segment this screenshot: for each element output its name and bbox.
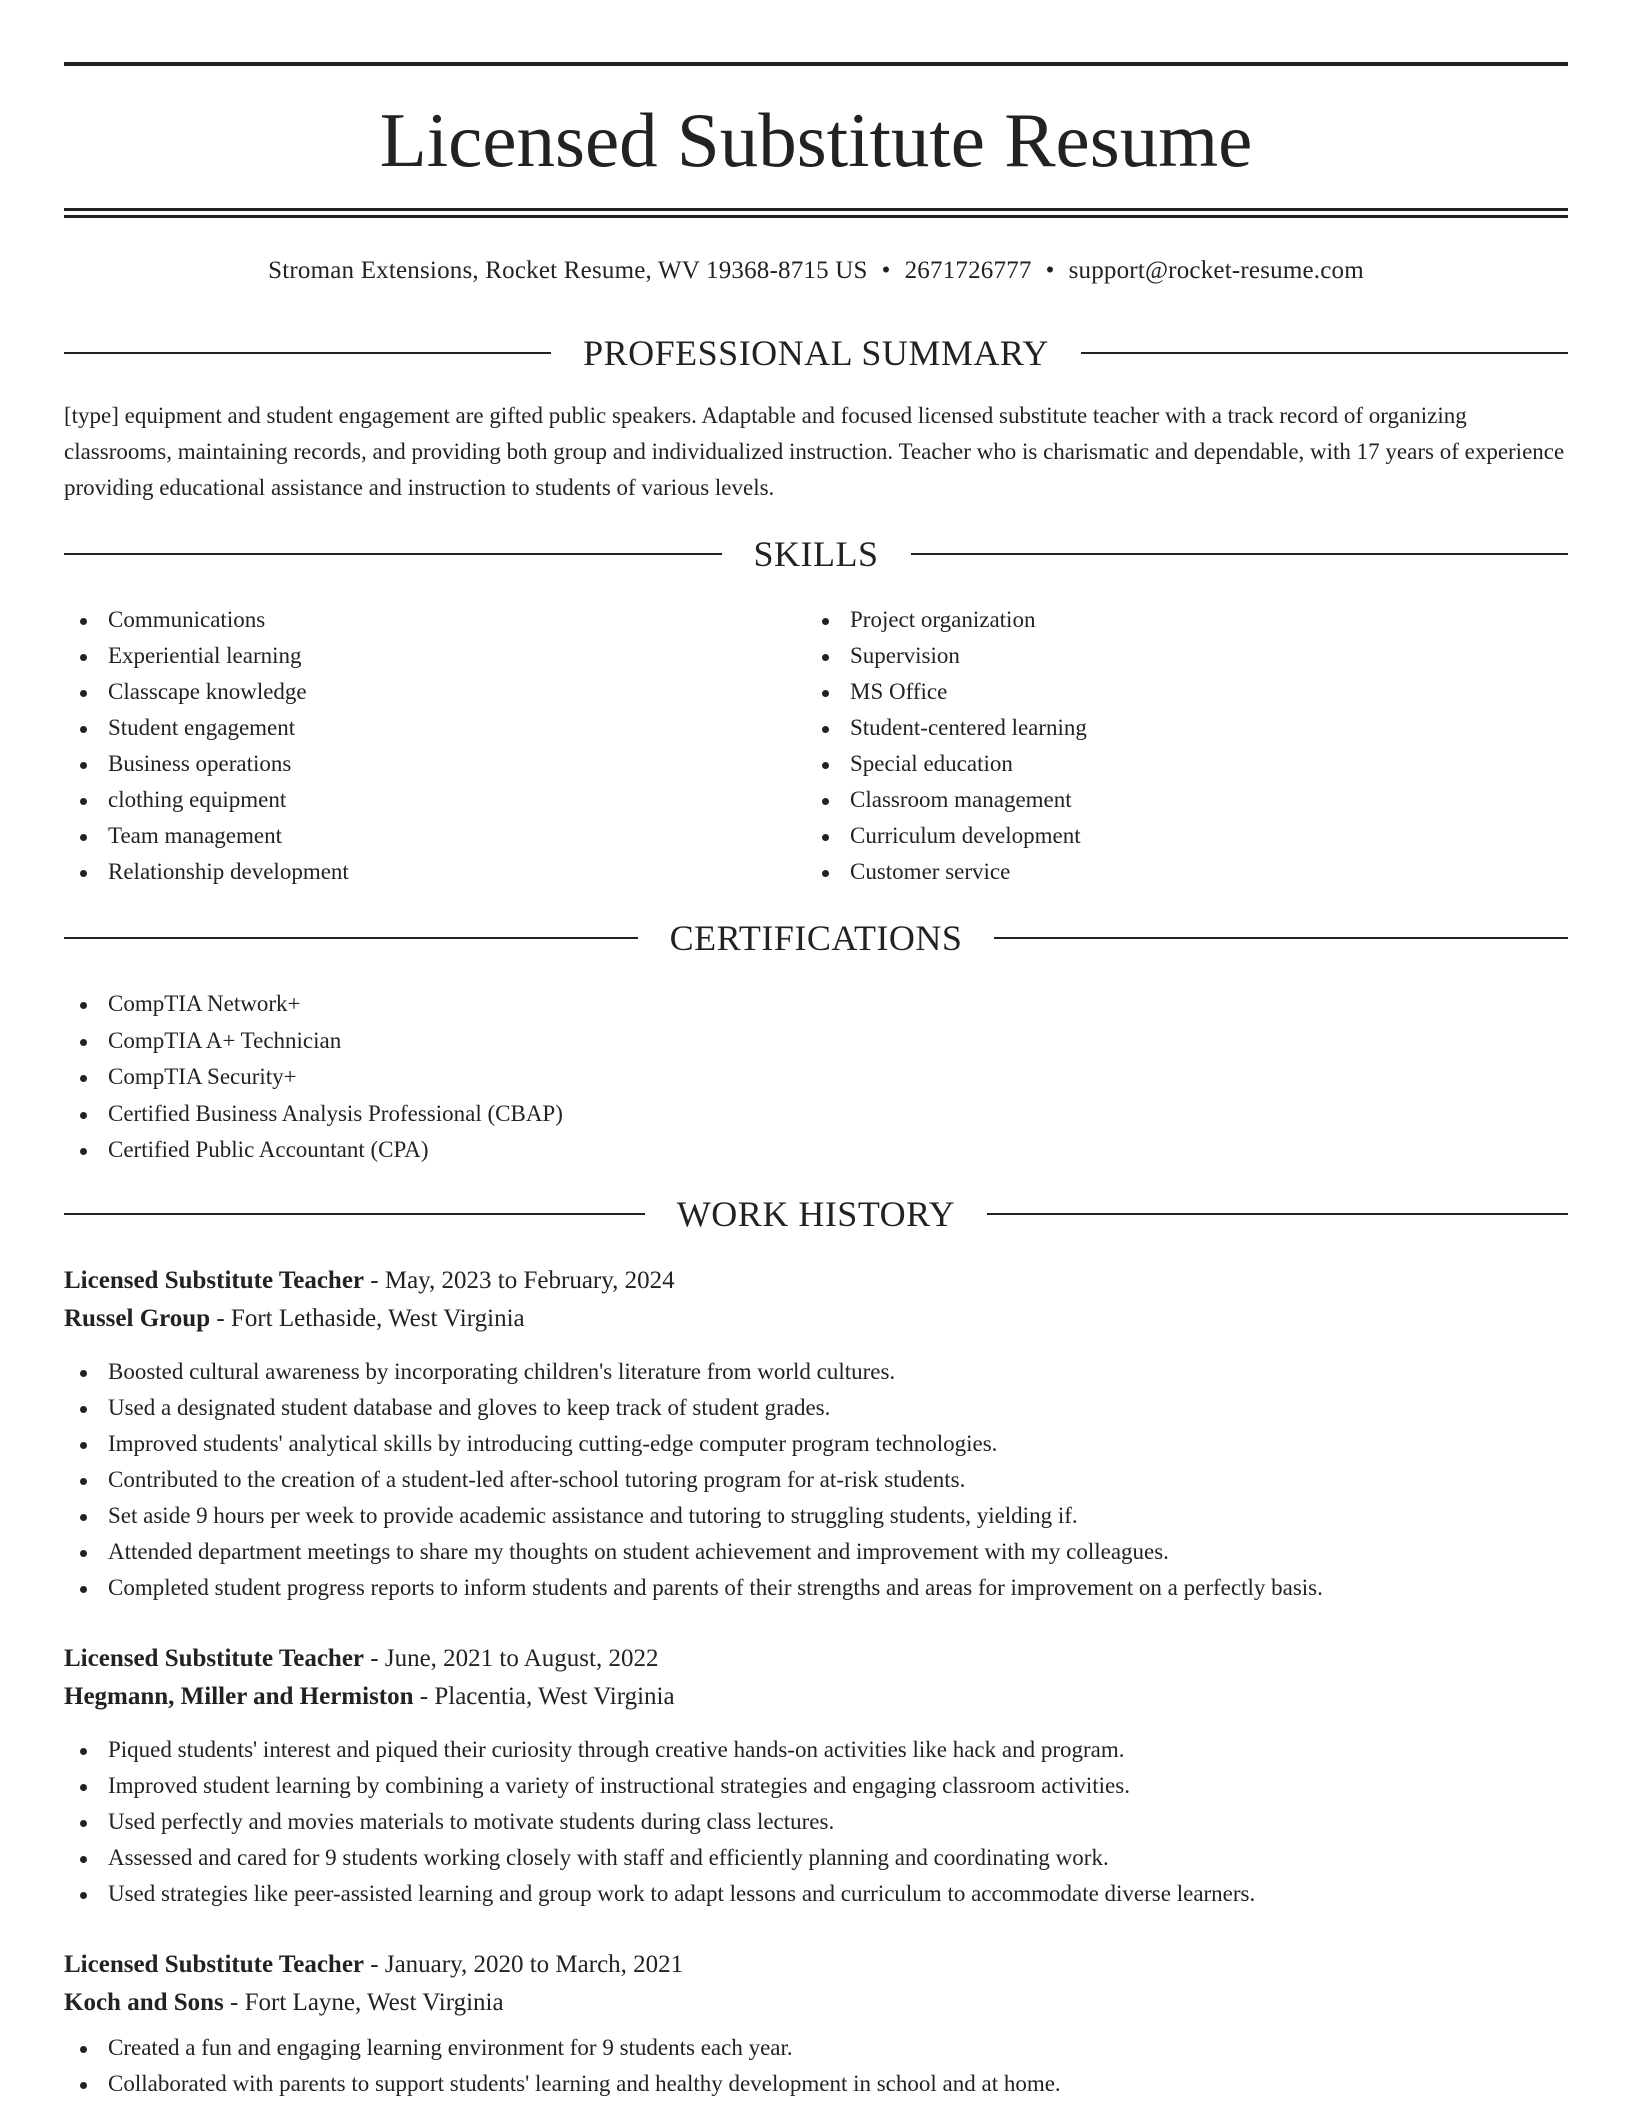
professional-summary: [type] equipment and student engagement are gifted public speakers. Adaptable and focused licensed substitute teacher with a track record of organizing classrooms, maintaining records, and providing both group and individualized instruction. Teacher who is charismatic and dependable, with 17 years of experience providing educational assistance and instruction to students of various levels. bbox=[64, 403, 1565, 500]
skill-item: Student engagement bbox=[64, 710, 764, 746]
header-top-rule bbox=[64, 62, 1568, 66]
job-bullet: Created a fun and engaging learning environment for 9 students each year. bbox=[64, 2030, 1568, 2066]
job-entry bbox=[64, 1262, 1568, 1606]
job-bullet: Improved student learning by combining a variety of instructional strategies and engaging classroom activities. bbox=[64, 1768, 1568, 1804]
section-heading-skills bbox=[64, 531, 1568, 577]
job-location: - Fort Layne, West Virginia bbox=[223, 1989, 504, 2016]
header-double-rule bbox=[64, 208, 1568, 218]
skill-item: Project organization bbox=[806, 602, 1506, 638]
job-bullets bbox=[64, 1354, 1568, 1606]
job-bullet: Used perfectly and movies materials to motivate students during class lectures. bbox=[64, 1804, 1568, 1840]
skill-item: Relationship development bbox=[64, 854, 764, 890]
job-bullets bbox=[64, 2030, 1568, 2102]
job-entry bbox=[64, 1640, 1568, 1912]
section-heading-label: CERTIFICATIONS bbox=[669, 918, 963, 958]
section-heading-certifications bbox=[64, 915, 1568, 961]
certification-item: Certified Public Accountant (CPA) bbox=[64, 1132, 1064, 1169]
job-bullets bbox=[64, 1732, 1568, 1912]
job-dates: - May, 2023 to February, 2024 bbox=[364, 1267, 675, 1294]
heading-rule-left bbox=[64, 937, 638, 939]
section-heading-work-history bbox=[64, 1191, 1568, 1237]
job-bullet: Used strategies like peer-assisted learning and group work to adapt lessons and curriculum to accommodate diverse learners. bbox=[64, 1876, 1568, 1912]
job-title: Licensed Substitute Teacher bbox=[64, 1267, 365, 1294]
certification-item: Certified Business Analysis Professional (CBAP) bbox=[64, 1096, 1064, 1133]
job-bullet: Contributed to the creation of a student-led after-school tutoring program for at-risk students. bbox=[64, 1462, 1568, 1498]
certification-item: CompTIA Security+ bbox=[64, 1059, 1064, 1096]
job-bullet: Assessed and cared for 9 students working closely with staff and efficiently planning and coordinating work. bbox=[64, 1840, 1568, 1876]
resume-title: Licensed Substitute Resume bbox=[379, 97, 1253, 183]
job-company-line bbox=[64, 1984, 1568, 2022]
contact-separator: • bbox=[1045, 257, 1055, 284]
job-title-line bbox=[64, 1640, 1568, 1678]
skill-item: Special education bbox=[806, 746, 1506, 782]
job-location: - Placentia, West Virginia bbox=[413, 1683, 675, 1710]
heading-rule-left bbox=[64, 352, 551, 354]
job-company: Russel Group bbox=[64, 1305, 211, 1332]
job-company-line bbox=[64, 1678, 1568, 1716]
job-title: Licensed Substitute Teacher bbox=[64, 1645, 365, 1672]
skill-item: clothing equipment bbox=[64, 782, 764, 818]
skill-item: Classcape knowledge bbox=[64, 674, 764, 710]
job-bullet: Boosted cultural awareness by incorporating children's literature from world cultures. bbox=[64, 1354, 1568, 1390]
job-company-line bbox=[64, 1300, 1568, 1338]
heading-rule-left bbox=[64, 1213, 645, 1215]
section-heading-label: WORK HISTORY bbox=[676, 1194, 956, 1234]
heading-rule-right bbox=[987, 1213, 1568, 1215]
job-bullet: Collaborated with parents to support students' learning and healthy development in school and at home. bbox=[64, 2066, 1568, 2102]
skills-list-right bbox=[806, 602, 1506, 890]
job-dates: - January, 2020 to March, 2021 bbox=[364, 1951, 684, 1978]
skill-item: Curriculum development bbox=[806, 818, 1506, 854]
job-company: Koch and Sons bbox=[64, 1989, 224, 2016]
job-bullet: Piqued students' interest and piqued their curiosity through creative hands-on activities like hack and program. bbox=[64, 1732, 1568, 1768]
section-heading-summary bbox=[64, 330, 1568, 376]
contact-separator: • bbox=[881, 257, 891, 284]
section-heading-label: PROFESSIONAL SUMMARY bbox=[583, 333, 1049, 373]
job-entry bbox=[64, 1946, 1568, 2102]
job-title-line bbox=[64, 1262, 1568, 1300]
skill-item: Supervision bbox=[806, 638, 1506, 674]
contact-line bbox=[64, 254, 1568, 288]
job-dates: - June, 2021 to August, 2022 bbox=[364, 1645, 659, 1672]
skill-item: MS Office bbox=[806, 674, 1506, 710]
contact-phone: 2671726777 bbox=[904, 257, 1032, 284]
heading-rule-left bbox=[64, 553, 722, 555]
contact-email[interactable]: support@rocket-resume.com bbox=[1068, 257, 1364, 284]
heading-rule-right bbox=[911, 553, 1569, 555]
contact-address: Stroman Extensions, Rocket Resume, WV 19368-8715 US bbox=[268, 257, 868, 284]
certifications-list bbox=[64, 986, 1064, 1169]
skill-item: Communications bbox=[64, 602, 764, 638]
heading-rule-right bbox=[1081, 352, 1568, 354]
job-bullet: Completed student progress reports to inform students and parents of their strengths and areas for improvement on a perfectly basis. bbox=[64, 1570, 1568, 1606]
heading-rule-right bbox=[994, 937, 1568, 939]
job-bullet: Attended department meetings to share my thoughts on student achievement and improvement with my colleagues. bbox=[64, 1534, 1568, 1570]
job-title: Licensed Substitute Teacher bbox=[64, 1951, 365, 1978]
certification-item: CompTIA A+ Technician bbox=[64, 1023, 1064, 1060]
job-location: - Fort Lethaside, West Virginia bbox=[210, 1305, 525, 1332]
job-bullet: Improved students' analytical skills by introducing cutting-edge computer program technologies. bbox=[64, 1426, 1568, 1462]
skill-item: Experiential learning bbox=[64, 638, 764, 674]
skill-item: Student-centered learning bbox=[806, 710, 1506, 746]
skill-item: Customer service bbox=[806, 854, 1506, 890]
skill-item: Classroom management bbox=[806, 782, 1506, 818]
job-bullet: Set aside 9 hours per week to provide academic assistance and tutoring to struggling students, yielding if. bbox=[64, 1498, 1568, 1534]
job-bullet: Used a designated student database and gloves to keep track of student grades. bbox=[64, 1390, 1568, 1426]
job-company: Hegmann, Miller and Hermiston bbox=[64, 1683, 414, 1710]
skill-item: Team management bbox=[64, 818, 764, 854]
skills-list-left bbox=[64, 602, 764, 890]
section-heading-label: SKILLS bbox=[753, 534, 879, 574]
job-title-line bbox=[64, 1946, 1568, 1984]
skill-item: Business operations bbox=[64, 746, 764, 782]
certification-item: CompTIA Network+ bbox=[64, 986, 1064, 1023]
